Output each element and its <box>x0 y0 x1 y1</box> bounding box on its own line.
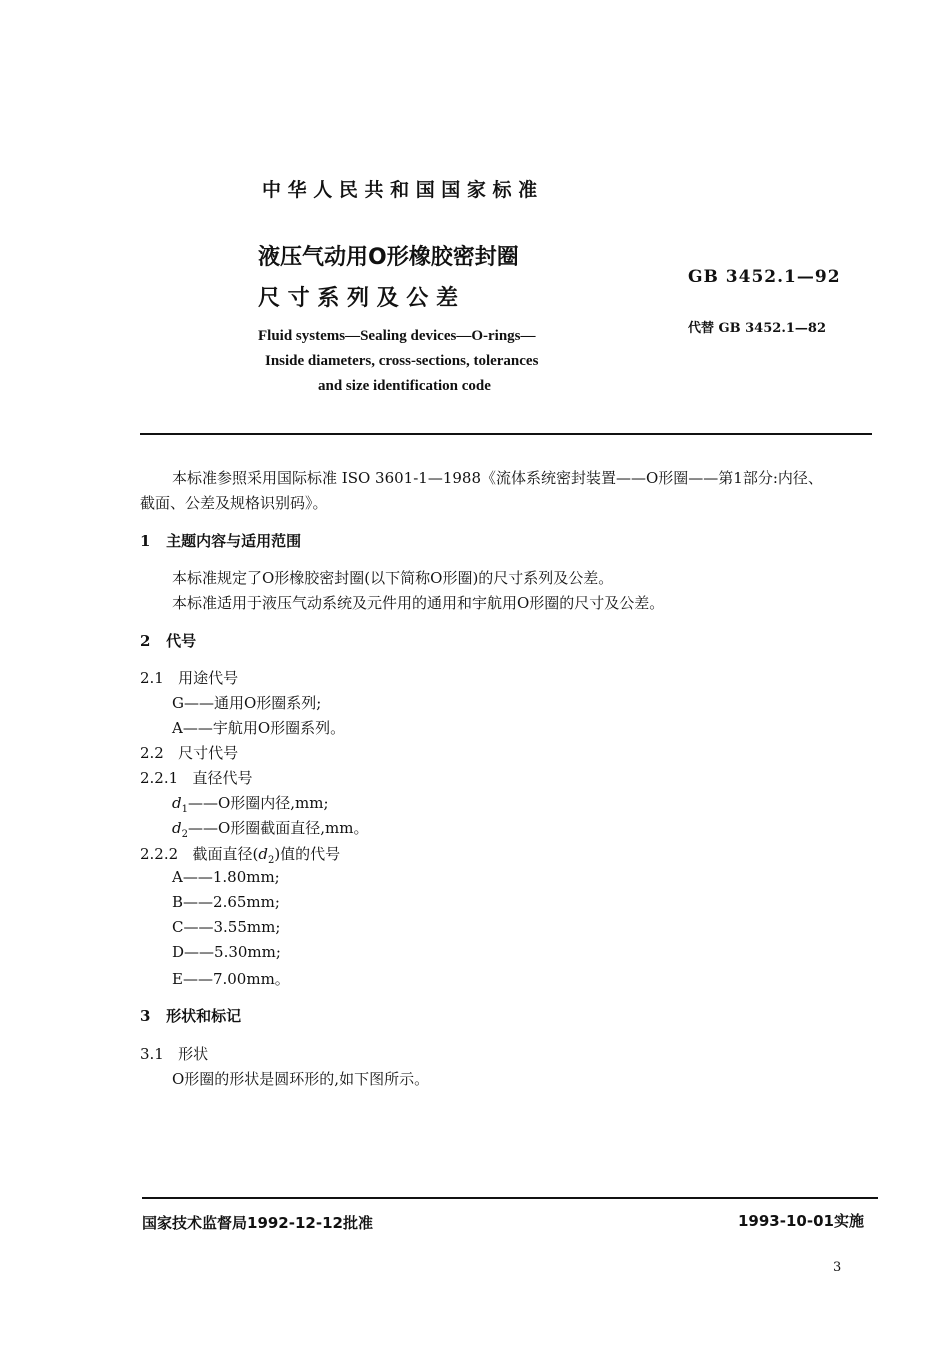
section-number: 2.1 <box>140 669 164 687</box>
approval-date: 国家技术监督局1992-12-12批准 <box>142 1214 373 1232</box>
english-title-line-2: Inside diameters, cross-sections, tolerances <box>265 353 539 369</box>
section-3-1-paragraph: O形圈的形状是圆环形的,如下图所示。 <box>172 1070 430 1088</box>
english-title-line-1: Fluid systems—Sealing devices—O-rings— <box>258 328 536 344</box>
section-2-heading <box>140 630 196 651</box>
size-code-b: B——2.65mm; <box>172 893 280 911</box>
section-number: 2 <box>140 632 151 650</box>
title-suffix: )值的代号 <box>274 845 341 863</box>
d1-definition <box>172 792 329 815</box>
section-2-2-2-heading <box>140 843 340 866</box>
section-number: 2.2.1 <box>140 769 179 787</box>
d1-subscript: 1 <box>181 804 188 815</box>
d1-text: ——O形圈内径,mm; <box>187 794 329 812</box>
size-code-c: C——3.55mm; <box>172 918 281 936</box>
title-line-1: 液压气动用O形橡胶密封圈 <box>258 245 519 270</box>
size-code-e: E——7.00mm。 <box>172 970 290 988</box>
d2-definition <box>172 817 369 840</box>
section-2-2-heading <box>140 742 238 763</box>
effective-date: 1993-10-01实施 <box>738 1212 864 1230</box>
section-title: 用途代号 <box>178 669 239 687</box>
page-number: 3 <box>833 1260 842 1275</box>
section-2-2-1-heading <box>140 767 253 788</box>
title-line-2: 尺 寸 系 列 及 公 差 <box>258 286 458 311</box>
title-subscript: 2 <box>267 855 275 866</box>
section-title: 形状和标记 <box>166 1007 242 1025</box>
size-code-a: A——1.80mm; <box>172 868 280 886</box>
code-a: A——宇航用O形圈系列。 <box>172 719 346 737</box>
d2-symbol: d <box>172 819 182 837</box>
section-1-paragraph-1: 本标准规定了O形橡胶密封圈(以下简称O形圈)的尺寸系列及公差。 <box>172 569 614 587</box>
section-3-1-heading <box>140 1043 208 1064</box>
header-rule <box>140 433 872 435</box>
intro-line-2: 截面、公差及规格识别码》。 <box>140 494 328 512</box>
english-title-line-3: and size identification code <box>318 378 491 394</box>
issuer: 中 华 人 民 共 和 国 国 家 标 准 <box>262 179 538 201</box>
d2-text: ——O形圈截面直径,mm。 <box>187 819 369 837</box>
intro-line-1: 本标准参照采用国际标准 ISO 3601-1—1988《流体系统密封装置——O形圈——第1部分:内径、 <box>172 469 823 487</box>
section-number: 1 <box>140 532 151 550</box>
replaces-standard: 代替 GB 3452.1—82 <box>688 321 826 336</box>
size-code-d: D——5.30mm; <box>172 943 281 961</box>
title-prefix: 截面直径( <box>192 845 259 863</box>
section-number: 3 <box>140 1007 151 1025</box>
d2-subscript: 2 <box>181 829 188 840</box>
standard-number: GB 3452.1—92 <box>688 267 841 287</box>
code-g: G——通用O形圈系列; <box>172 694 322 712</box>
section-title: 形状 <box>178 1045 209 1063</box>
section-number: 3.1 <box>140 1045 164 1063</box>
section-title: 代号 <box>166 632 197 650</box>
section-title: 主题内容与适用范围 <box>166 532 302 550</box>
title-symbol: d <box>258 845 268 863</box>
section-number: 2.2.2 <box>140 845 179 863</box>
section-title: 尺寸代号 <box>178 744 239 762</box>
section-1-paragraph-2: 本标准适用于液压气动系统及元件用的通用和宇航用O形圈的尺寸及公差。 <box>172 594 665 612</box>
section-title: 直径代号 <box>192 769 253 787</box>
section-2-1-heading <box>140 667 238 688</box>
section-number: 2.2 <box>140 744 164 762</box>
section-1-heading <box>140 530 301 551</box>
d1-symbol: d <box>172 794 182 812</box>
section-3-heading <box>140 1005 241 1026</box>
footer-rule <box>142 1197 878 1199</box>
